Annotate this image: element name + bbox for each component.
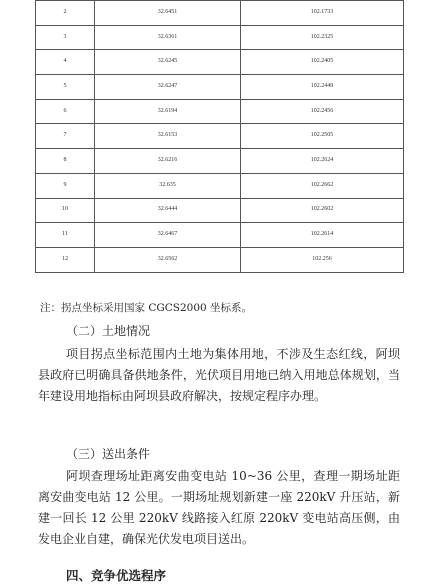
longitude-cell (241, 173, 404, 198)
point-number-cell-text: 6 (63, 107, 67, 114)
point-number-cell (36, 1, 95, 26)
point-number-cell (36, 124, 95, 149)
latitude-cell (95, 124, 241, 149)
longitude-cell (241, 75, 404, 100)
latitude-cell-text: 32.6247 (157, 82, 178, 89)
point-number-cell-text: 4 (63, 58, 67, 65)
latitude-cell (95, 173, 241, 198)
point-number-cell-text: 11 (62, 231, 68, 238)
longitude-cell-text: 102.2662 (310, 181, 334, 188)
competition-section-heading: 四、竞争优选程序 (66, 568, 167, 583)
point-number-cell (36, 198, 95, 223)
point-number-cell-text: 8 (63, 156, 67, 163)
longitude-cell (241, 247, 404, 272)
point-number-cell (36, 99, 95, 124)
longitude-cell-text: 102.2614 (310, 231, 334, 238)
coordinates-table-body (36, 1, 404, 273)
land-section-heading: （二）土地情况 (66, 324, 151, 338)
latitude-cell-text: 32.6245 (157, 58, 178, 65)
longitude-cell (241, 198, 404, 223)
longitude-cell (241, 25, 404, 50)
point-number-cell (36, 75, 95, 100)
latitude-cell (95, 247, 241, 272)
longitude-cell-text: 102.256 (312, 255, 332, 262)
latitude-cell (95, 75, 241, 100)
longitude-cell (241, 1, 404, 26)
table-row (36, 124, 404, 149)
table-row (36, 1, 404, 26)
latitude-cell (95, 25, 241, 50)
grid-section-body: 阿坝查理场址距离安曲变电站 10~36 公里，查理一期场址距离安曲变电站 12 公里。一期场址规划新建一座 220kV 升压站，新建一回长 12 公里 220kV 线路接入红原 220kV 变电站高压侧，由发电企业自建，确保光伏发电项目送出。 (38, 469, 400, 546)
point-number-cell (36, 149, 95, 174)
latitude-cell (95, 198, 241, 223)
table-row (36, 99, 404, 124)
latitude-cell-text: 32.6153 (157, 132, 178, 139)
land-section-body: 项目拐点坐标范围内土地为集体用地，不涉及生态红线，阿坝县政府已明确具备供地条件，光伏项目用地已纳入用地总体规划，当年建设用地指标由阿坝县政府解决，按规定程序办理。 (38, 347, 400, 403)
point-number-cell (36, 50, 95, 75)
longitude-cell-text: 102.2456 (310, 107, 334, 114)
point-number-cell-text: 12 (62, 255, 68, 262)
longitude-cell-text: 102.2602 (310, 206, 334, 213)
point-number-cell (36, 247, 95, 272)
longitude-cell-text: 102.2405 (310, 58, 334, 65)
longitude-cell (241, 223, 404, 248)
point-number-cell-text: 3 (63, 33, 67, 40)
point-number-cell-text: 7 (63, 132, 67, 139)
latitude-cell-text: 32.6444 (157, 206, 178, 213)
longitude-cell (241, 99, 404, 124)
longitude-cell-text: 102.2449 (310, 82, 334, 89)
longitude-cell (241, 124, 404, 149)
coordinate-system-note: 注：拐点坐标采用国家 CGCS2000 坐标系。 (40, 302, 253, 314)
table-row (36, 198, 404, 223)
point-number-cell-text: 5 (63, 82, 67, 89)
latitude-cell (95, 223, 241, 248)
latitude-cell-text: 32.6361 (157, 33, 178, 40)
longitude-cell (241, 50, 404, 75)
longitude-cell-text: 102.2325 (310, 33, 334, 40)
longitude-cell-text: 102.2505 (310, 132, 334, 139)
table-row (36, 50, 404, 75)
point-number-cell (36, 223, 95, 248)
latitude-cell (95, 149, 241, 174)
latitude-cell (95, 50, 241, 75)
longitude-cell-text: 102.1733 (310, 8, 334, 15)
table-row (36, 173, 404, 198)
latitude-cell-text: 32.6562 (157, 255, 178, 262)
latitude-cell-text: 32.635 (159, 181, 176, 188)
table-row (36, 25, 404, 50)
point-number-cell (36, 25, 95, 50)
table-row (36, 247, 404, 272)
point-number-cell-text: 9 (63, 181, 67, 188)
grid-section-heading: （三）送出条件 (66, 447, 151, 461)
longitude-cell-text: 102.2624 (310, 156, 334, 163)
latitude-cell (95, 1, 241, 26)
table-row (36, 223, 404, 248)
point-number-cell-text: 10 (62, 206, 68, 213)
latitude-cell-text: 32.6194 (157, 107, 178, 114)
coordinates-table (35, 0, 404, 273)
latitude-cell (95, 99, 241, 124)
latitude-cell-text: 32.6467 (157, 231, 178, 238)
table-row (36, 75, 404, 100)
latitude-cell-text: 32.6216 (157, 156, 178, 163)
point-number-cell-text: 2 (63, 8, 67, 15)
table-row (36, 149, 404, 174)
longitude-cell (241, 149, 404, 174)
latitude-cell-text: 32.6451 (157, 8, 178, 15)
point-number-cell (36, 173, 95, 198)
